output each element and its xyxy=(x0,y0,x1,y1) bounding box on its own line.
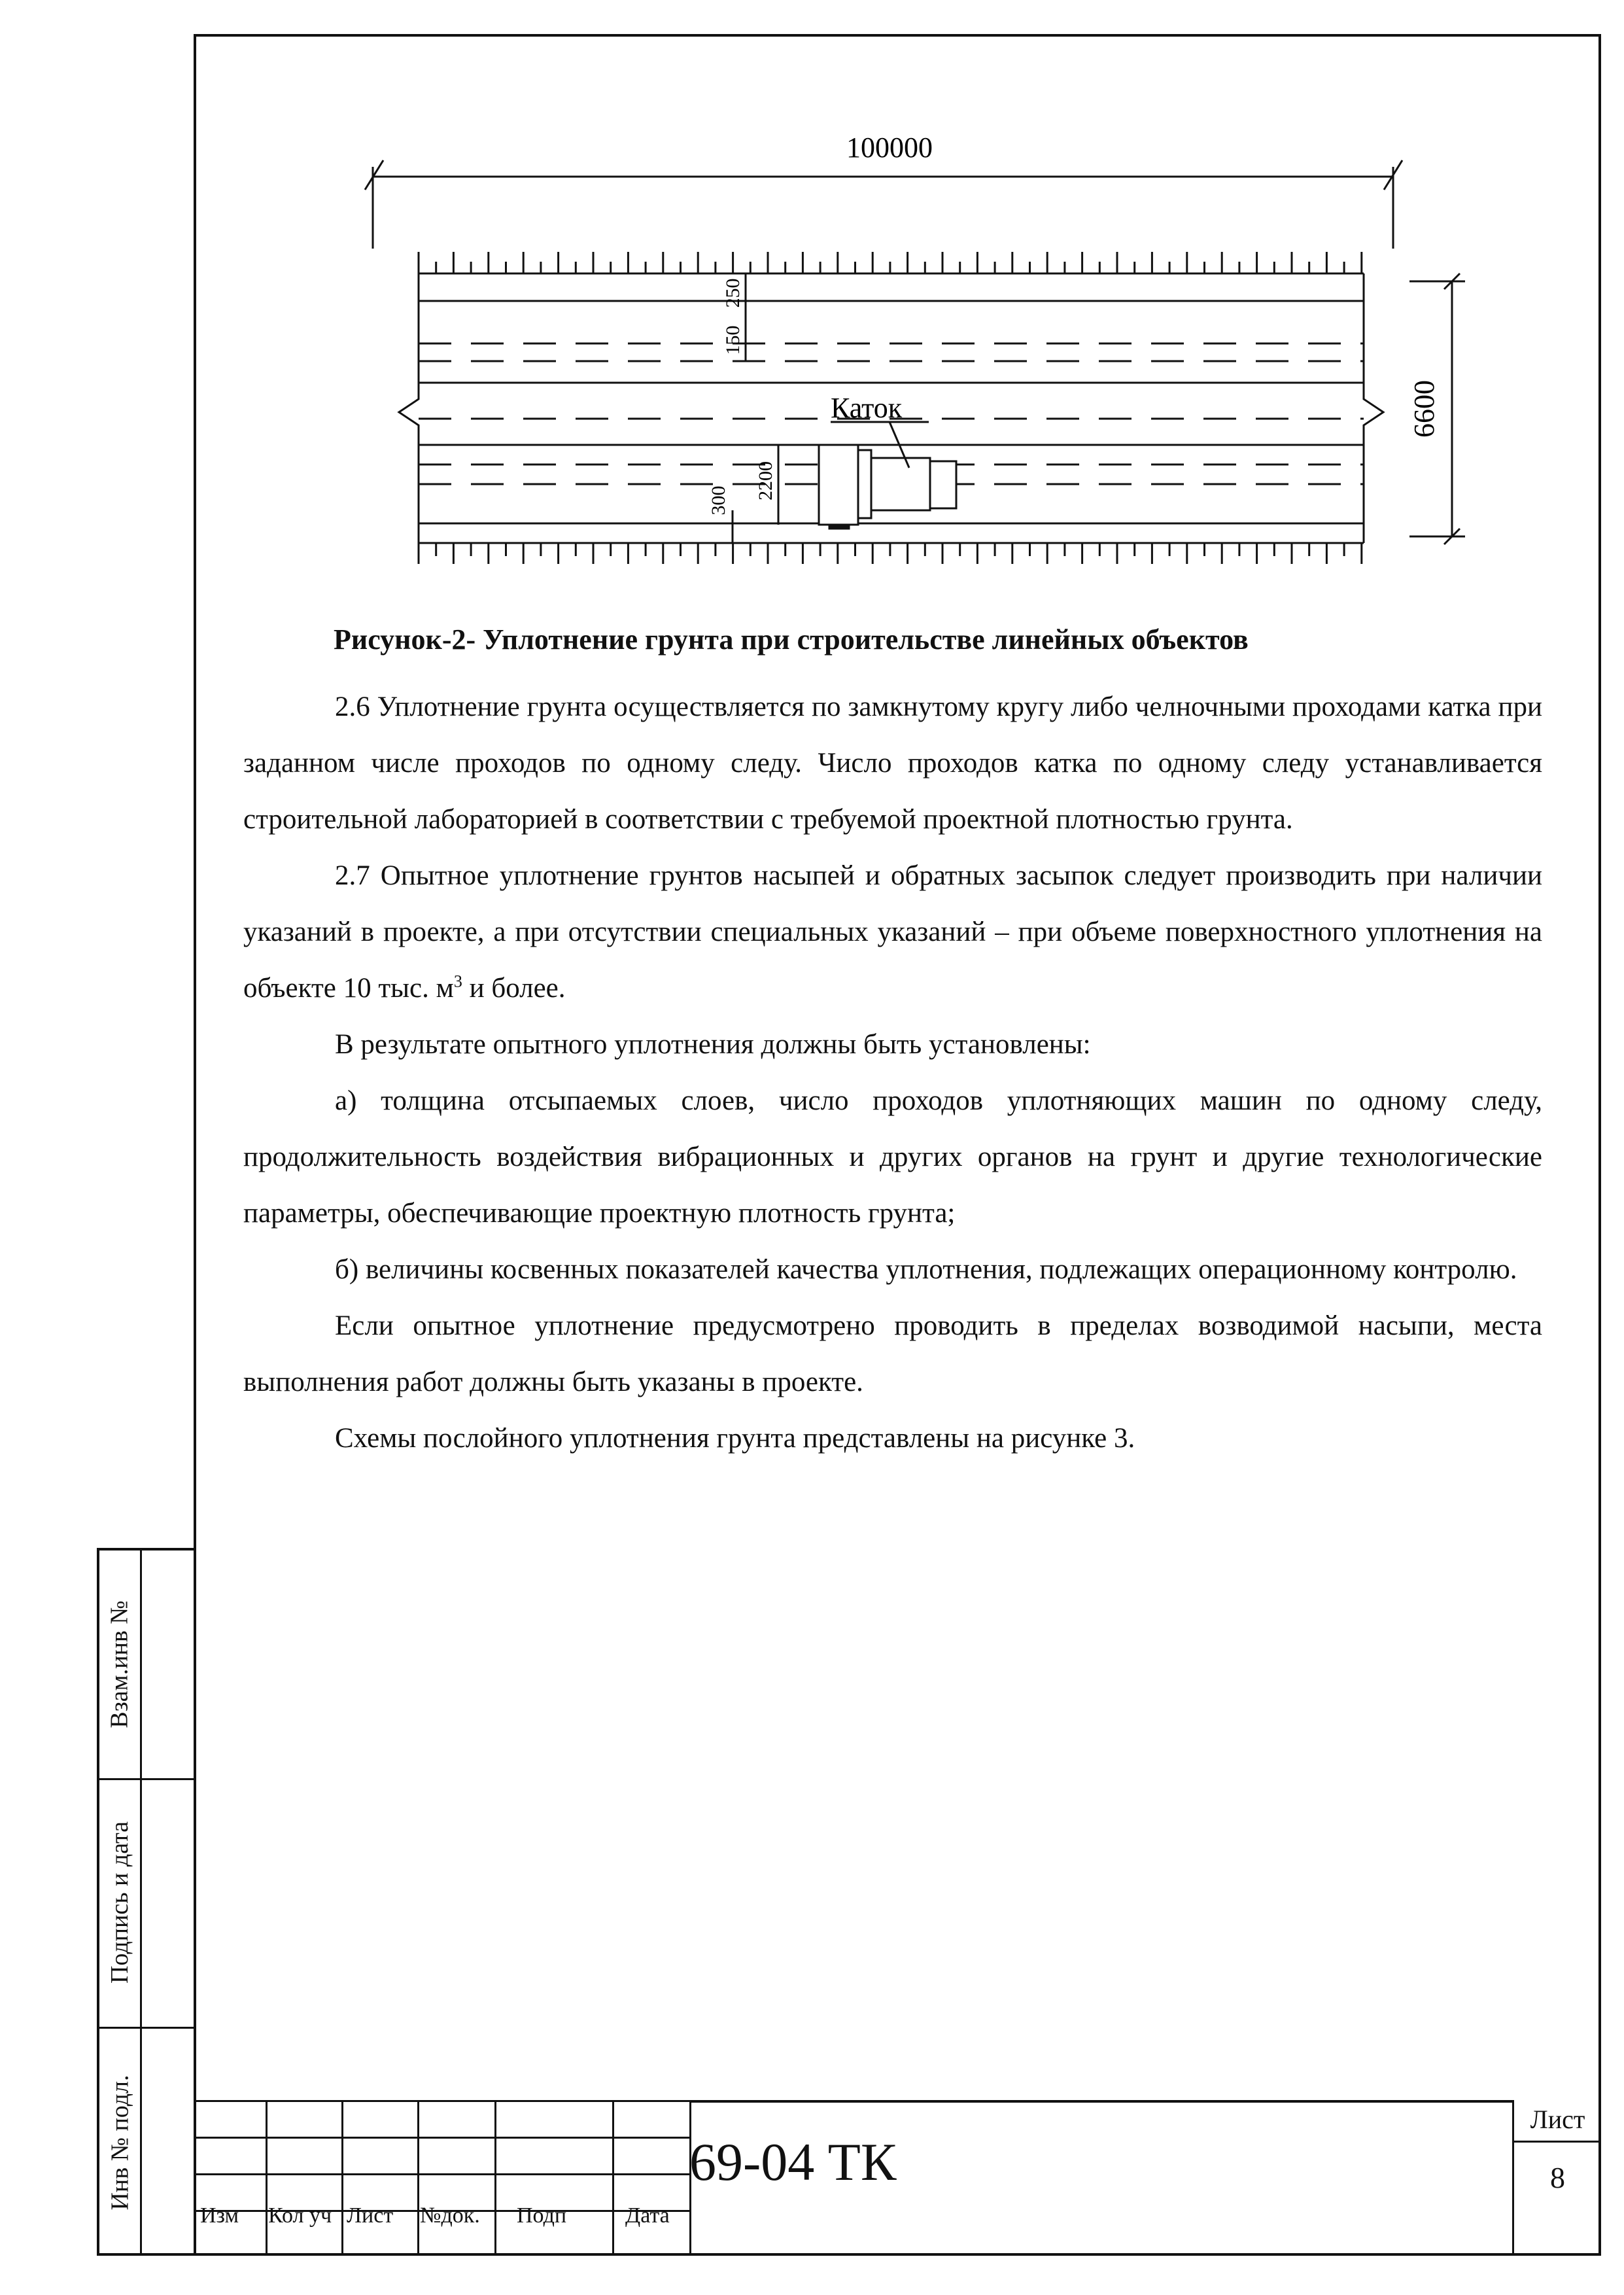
roller-label: Каток xyxy=(831,392,903,424)
tb-data: Дата xyxy=(625,2203,670,2228)
sheet-label: Лист xyxy=(1530,2105,1585,2134)
paragraph-results: В результате опытного уплотнения должны быть установлены: xyxy=(335,1029,1091,1060)
tb-list: Лист xyxy=(347,2203,394,2228)
tb-ndok: №док. xyxy=(420,2203,480,2228)
roller xyxy=(819,445,956,529)
document-code: 69-04 ТК xyxy=(689,2132,897,2192)
side-stamp-podpis: Подпись и дата xyxy=(106,1821,134,1984)
tb-podp: Подп xyxy=(517,2203,567,2228)
dim-2200: 2200 xyxy=(755,461,776,500)
dim-width: 6600 xyxy=(1408,380,1440,438)
dim-300: 300 xyxy=(708,485,729,516)
paragraph-item-a: а) толщина отсыпаемых слоев, число проходов уплотняющих машин по одному следу, продолжительность воздействия вибрационных и других органов на грунт и другие технологические параметры, обеспечивающие проектную плотность грунта; xyxy=(243,1085,1542,1229)
side-stamp-vzam: Взам.инв № xyxy=(106,1600,134,1728)
paragraph-trial-location: Если опытное уплотнение предусмотрено проводить в пределах возводимой насыпи, места выполнения работ должны быть указаны в проекте. xyxy=(243,1310,1542,1397)
paragraph-schemes-ref: Схемы послойного уплотнения грунта представлены на рисунке 3. xyxy=(335,1423,1135,1454)
sheet-box xyxy=(1512,2100,1601,2256)
paragraph-2-7: 2.7 Опытное уплотнение грунтов насыпей и обратных засыпок следует производить при наличии указаний в проекте, а при отсутствии специальных указаний – при объеме поверхностного уплотнения на объекте 10 тыс. $м^3$ и более. xyxy=(243,860,1542,1004)
sheet-number: 8 xyxy=(1550,2161,1565,2194)
dim-150: 150 xyxy=(722,325,744,355)
dim-overall-length: 100000 xyxy=(846,131,933,164)
dim-250: 250 xyxy=(722,278,744,308)
side-stamp xyxy=(97,1548,194,2256)
compaction-diagram xyxy=(353,124,1478,608)
paragraph-2-6: 2.6 Уплотнение грунта осуществляется по замкнутому кругу либо челночными проходами катка при заданном числе проходов по одному следу. Число проходов катка по одному следу устанавливается строительной лабораторией в соответствии с требуемой проектной плотностью грунта. xyxy=(243,692,1542,835)
figure-caption: Рисунок-2- Уплотнение грунта при строительстве линейных объектов xyxy=(334,623,1249,656)
compaction-diagram-svg xyxy=(353,124,1478,608)
side-stamp-inv: Инв № подл. xyxy=(106,2075,134,2211)
document-body xyxy=(243,679,1542,1467)
tb-kol-uch: Кол уч xyxy=(268,2203,332,2228)
paragraph-item-b: б) величины косвенных показателей качества уплотнения, подлежащих операционному контролю. xyxy=(335,1254,1517,1285)
tb-izm: Изм xyxy=(200,2203,239,2228)
